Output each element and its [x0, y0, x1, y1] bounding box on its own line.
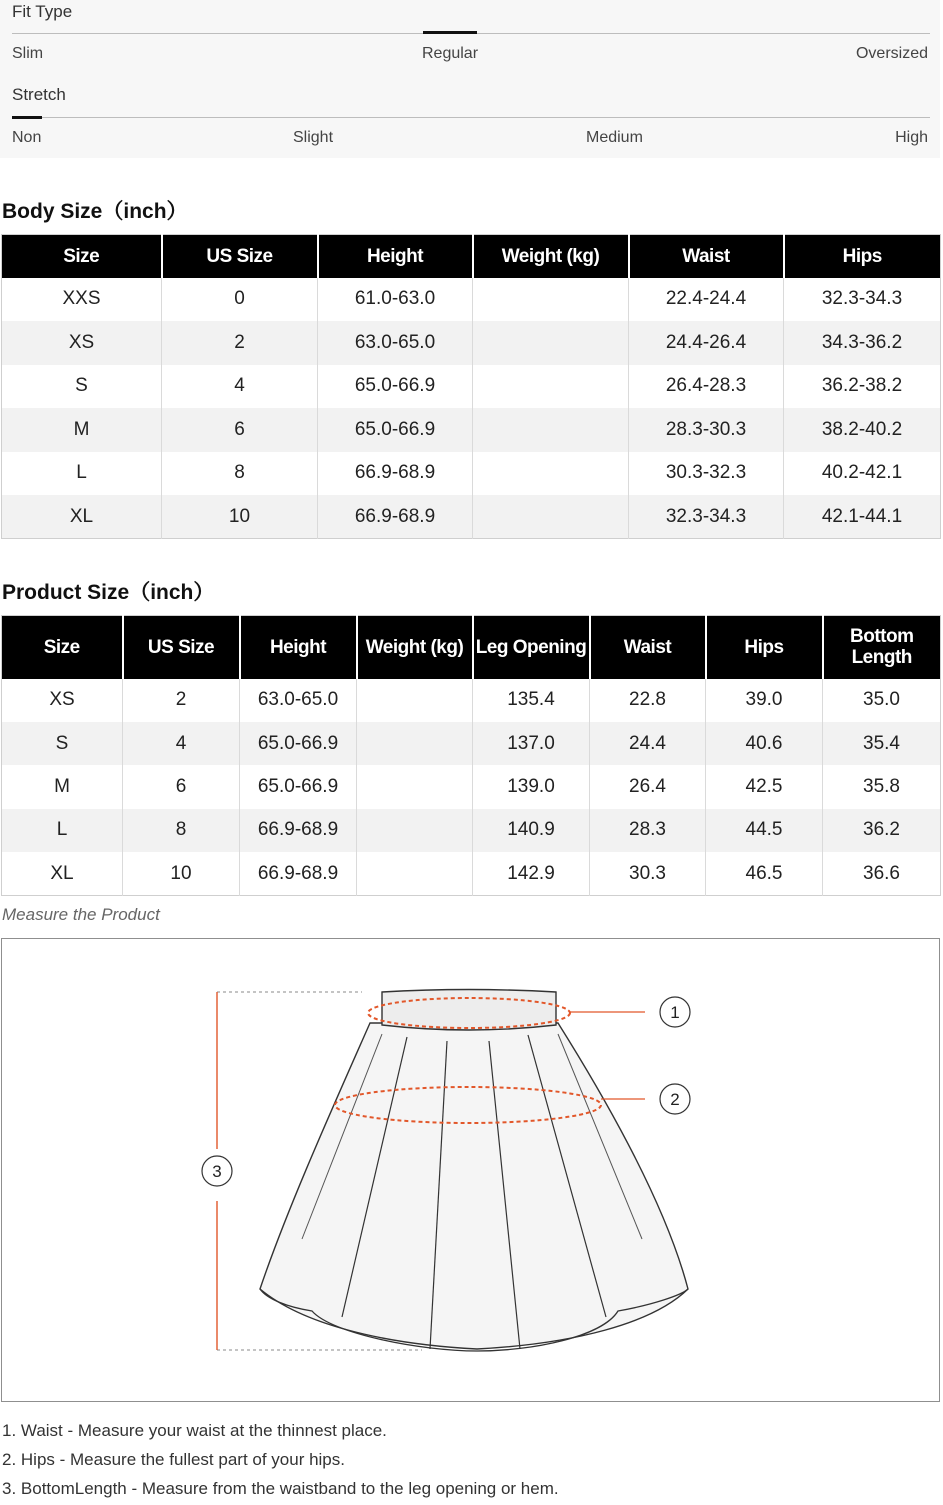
- body-size-table-cell: 63.0-65.0: [318, 321, 473, 365]
- body-size-table-cell: XL: [2, 495, 162, 539]
- product-size-table-row: [2, 679, 941, 722]
- product-size-table-cell: [357, 679, 473, 722]
- product-size-table-cell: 139.0: [473, 765, 590, 808]
- stretch-title: Stretch: [12, 85, 66, 104]
- marker-3-label: 3: [212, 1162, 222, 1181]
- body-header-hips: Hips: [784, 235, 941, 278]
- body-size-table-cell: 34.3-36.2: [784, 321, 941, 365]
- measure-notes: [2, 1418, 559, 1505]
- body-size-table-cell: 10: [162, 495, 318, 539]
- body-size-table-cell: 4: [162, 365, 318, 409]
- product-header-height: Height: [240, 616, 357, 679]
- body-size-table-cell: L: [2, 452, 162, 496]
- body-size-table-cell: XS: [2, 321, 162, 365]
- product-size-table-cell: XS: [2, 679, 123, 722]
- body-size-table-cell: [473, 408, 629, 452]
- fit-stretch-panel: [0, 0, 940, 158]
- body-size-table-cell: [473, 278, 629, 322]
- skirt-icon: [260, 990, 688, 1352]
- fit-option-regular: Regular: [422, 45, 479, 62]
- product-size-table-cell: 4: [123, 722, 240, 765]
- body-size-table-cell: 32.3-34.3: [821, 288, 903, 310]
- product-size-table-cell: XL: [2, 852, 123, 895]
- body-size-table-row: [2, 452, 941, 496]
- product-size-table-cell: 6: [123, 765, 240, 808]
- stretch-selected-marker: [12, 116, 42, 119]
- product-size-table-cell: 44.5: [706, 809, 823, 852]
- product-size-table-cell: [357, 722, 473, 765]
- product-size-table-cell: 36.2: [823, 809, 941, 852]
- product-size-table-cell: 142.9: [473, 852, 590, 895]
- body-size-table-cell: 66.9-68.9: [318, 495, 473, 539]
- stretch-track: [12, 117, 930, 118]
- stretch-option-non: Non: [12, 129, 42, 146]
- body-size-title: Body Size（inch）: [2, 200, 188, 223]
- product-header-leg-opening: Leg Opening: [473, 616, 590, 679]
- product-size-table-cell: 39.0: [706, 679, 823, 722]
- skirt-illustration: [2, 939, 941, 1403]
- measure-caption: Measure the Product: [2, 905, 160, 924]
- product-header-size: Size: [2, 616, 123, 679]
- product-size-table-cell: 46.5: [706, 852, 823, 895]
- stretch-option-high: High: [895, 129, 928, 146]
- product-header-waist: Waist: [590, 616, 706, 679]
- product-size-table-cell: 35.8: [863, 775, 900, 797]
- body-size-table-cell: 36.2-38.2: [821, 375, 903, 397]
- product-size-table-cell: 42.5: [706, 765, 823, 808]
- body-size-table-cell: 40.2-42.1: [821, 462, 903, 484]
- product-header-us-size: US Size: [123, 616, 240, 679]
- body-size-table-cell: 61.0-63.0: [318, 278, 473, 322]
- product-size-table-cell: 24.4: [590, 722, 706, 765]
- product-size-table: [1, 615, 941, 896]
- product-size-table-cell: 10: [123, 852, 240, 895]
- body-header-us-size: US Size: [162, 235, 318, 278]
- body-size-table-row: [2, 365, 941, 409]
- body-size-table-cell: 2: [162, 321, 318, 365]
- marker-2: [660, 1084, 690, 1114]
- marker-3: [202, 1156, 232, 1186]
- body-size-table-cell: 0: [162, 278, 318, 322]
- product-size-table-cell: [357, 765, 473, 808]
- body-size-table-cell: M: [2, 408, 162, 452]
- body-size-table-row: [2, 278, 941, 322]
- product-size-table-cell: 65.0-66.9: [240, 765, 357, 808]
- product-size-table-row: [2, 722, 941, 765]
- body-size-table-cell: XXS: [2, 278, 162, 322]
- body-size-table-cell: 30.3-32.3: [629, 452, 784, 496]
- product-size-table-cell: 140.9: [473, 809, 590, 852]
- product-header-hips: Hips: [706, 616, 823, 679]
- measure-diagram: [1, 938, 940, 1402]
- body-size-table-cell: S: [2, 365, 162, 409]
- stretch-option-medium: Medium: [586, 129, 643, 146]
- body-size-table-cell: [473, 321, 629, 365]
- fit-option-slim: Slim: [12, 45, 44, 62]
- body-size-table-cell: 65.0-66.9: [318, 365, 473, 409]
- body-size-table-cell: [473, 495, 629, 539]
- fit-type-title: Fit Type: [12, 2, 73, 21]
- product-size-table-cell: 26.4: [590, 765, 706, 808]
- marker-1: [660, 997, 690, 1027]
- product-size-table-cell: 35.4: [823, 722, 941, 765]
- product-size-table-cell: 35.0: [863, 689, 900, 711]
- body-size-header-row: [2, 235, 941, 278]
- marker-1-label: 1: [670, 1003, 680, 1022]
- product-size-table-cell: 36.6: [863, 862, 900, 884]
- body-size-table-row: [2, 408, 941, 452]
- body-size-table-cell: 22.4-24.4: [629, 278, 784, 322]
- product-size-table-cell: [357, 809, 473, 852]
- product-size-table-cell: 135.4: [473, 679, 590, 722]
- body-size-table-cell: 28.3-30.3: [629, 408, 784, 452]
- body-size-table: [1, 234, 941, 539]
- body-size-table-cell: [473, 365, 629, 409]
- product-size-table-cell: 22.8: [590, 679, 706, 722]
- body-header-weight: Weight (kg): [473, 235, 629, 278]
- product-size-table-cell: S: [2, 722, 123, 765]
- body-size-table-cell: 38.2-40.2: [784, 408, 941, 452]
- note-hips: 2. Hips - Measure the fullest part of your hips.: [2, 1450, 345, 1469]
- product-size-table-cell: 63.0-65.0: [240, 679, 357, 722]
- product-size-table-cell: 137.0: [473, 722, 590, 765]
- product-size-table-cell: 2: [123, 679, 240, 722]
- note-waist: 1. Waist - Measure your waist at the thinnest place.: [2, 1421, 387, 1440]
- marker-2-label: 2: [670, 1090, 680, 1109]
- body-header-size: Size: [2, 235, 162, 278]
- product-size-table-cell: 30.3: [590, 852, 706, 895]
- stretch-option-slight: Slight: [293, 129, 334, 146]
- product-size-table-cell: 8: [123, 809, 240, 852]
- body-size-table-cell: 65.0-66.9: [318, 408, 473, 452]
- product-size-table-cell: M: [2, 765, 123, 808]
- body-size-table-cell: 66.9-68.9: [318, 452, 473, 496]
- note-bottom-length: 3. BottomLength - Measure from the waistband to the leg opening or hem.: [2, 1479, 559, 1498]
- body-size-table-cell: 32.3-34.3: [629, 495, 784, 539]
- product-size-table-cell: L: [2, 809, 123, 852]
- body-size-table-cell: 42.1-44.1: [784, 495, 941, 539]
- body-header-height: Height: [318, 235, 473, 278]
- fit-option-oversized: Oversized: [855, 45, 928, 62]
- product-size-table-cell: 66.9-68.9: [240, 809, 357, 852]
- body-header-waist: Waist: [629, 235, 784, 278]
- product-size-table-cell: 40.6: [706, 722, 823, 765]
- product-size-header-row: [2, 616, 941, 679]
- product-size-table-row: [2, 809, 941, 852]
- body-size-table-cell: 24.4-26.4: [629, 321, 784, 365]
- body-size-table-row: [2, 495, 941, 539]
- product-size-table-row: [2, 852, 941, 895]
- product-size-title: Product Size（inch）: [2, 581, 215, 604]
- product-size-table-cell: 65.0-66.9: [240, 722, 357, 765]
- fit-type-selected-marker: [423, 31, 477, 34]
- product-header-weight: Weight (kg): [357, 616, 473, 679]
- body-size-table-cell: 26.4-28.3: [629, 365, 784, 409]
- product-size-table-row: [2, 765, 941, 808]
- product-header-bottom-length: Bottom Length: [823, 616, 941, 679]
- product-size-table-cell: [357, 852, 473, 895]
- product-size-table-cell: 28.3: [590, 809, 706, 852]
- body-size-table-row: [2, 321, 941, 365]
- body-size-table-cell: 6: [162, 408, 318, 452]
- body-size-table-cell: 8: [162, 452, 318, 496]
- product-size-table-cell: 66.9-68.9: [240, 852, 357, 895]
- body-size-table-cell: [473, 452, 629, 496]
